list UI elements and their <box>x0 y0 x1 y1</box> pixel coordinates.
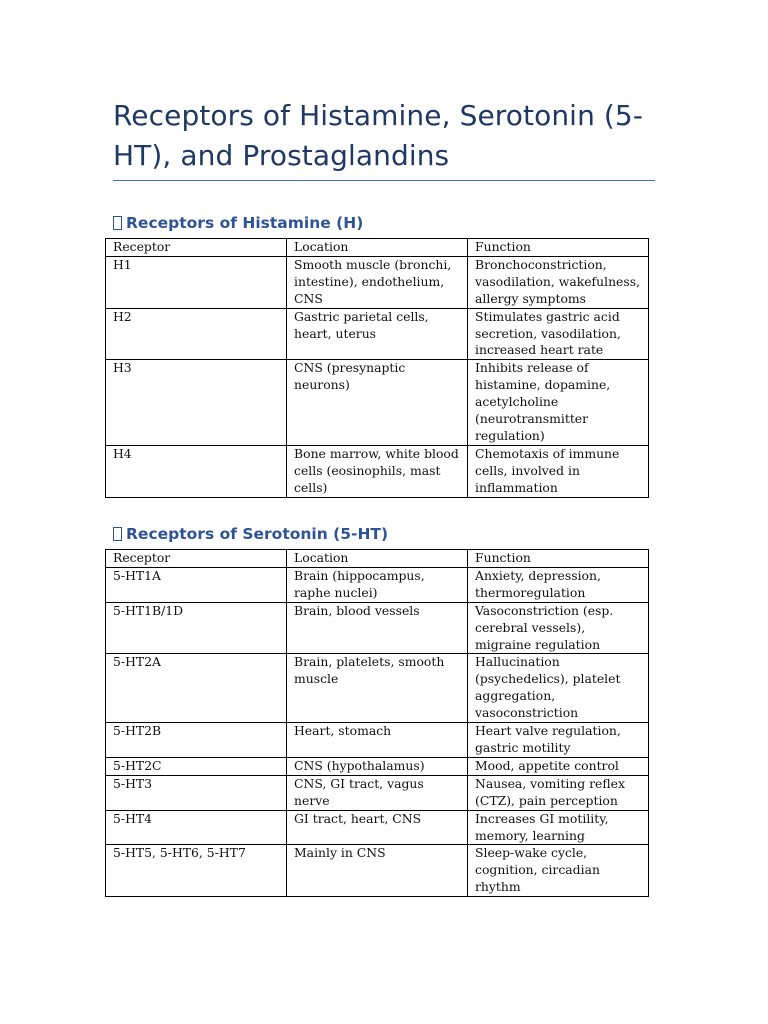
missing-glyph-icon <box>113 527 122 541</box>
table-row <box>106 845 649 897</box>
missing-glyph-icon <box>113 216 122 230</box>
function-cell: Stimulates gastric acid secretion, vasodilation, increased heart rate <box>468 308 649 360</box>
column-header-location: Location <box>287 239 468 257</box>
table-row <box>106 256 649 308</box>
function-cell: Hallucination (psychedelics), platelet aggregation, vasoconstriction <box>468 654 649 723</box>
receptor-cell: 5-HT1A <box>106 567 287 602</box>
function-cell: Chemotaxis of immune cells, involved in inflammation <box>468 445 649 497</box>
function-cell: Vasoconstriction (esp. cerebral vessels), migraine regulation <box>468 602 649 654</box>
location-cell: Brain, blood vessels <box>287 602 468 654</box>
table-row <box>106 757 649 775</box>
table-row <box>106 602 649 654</box>
receptor-cell: 5-HT3 <box>106 775 287 810</box>
column-header-receptor: Receptor <box>106 239 287 257</box>
title-divider <box>113 180 655 181</box>
function-cell: Bronchoconstriction, vasodilation, wakefulness, allergy symptoms <box>468 256 649 308</box>
receptor-cell: H3 <box>106 360 287 446</box>
location-cell: Brain, platelets, smooth muscle <box>287 654 468 723</box>
function-cell: Anxiety, depression, thermoregulation <box>468 567 649 602</box>
section-heading-serotonin <box>113 524 388 544</box>
section-heading-histamine <box>113 213 363 233</box>
table-row <box>106 654 649 723</box>
location-cell: Brain (hippocampus, raphe nuclei) <box>287 567 468 602</box>
table-header-row <box>106 550 649 568</box>
serotonin-receptors-table <box>105 549 649 897</box>
function-cell: Heart valve regulation, gastric motility <box>468 723 649 758</box>
location-cell: Heart, stomach <box>287 723 468 758</box>
function-cell: Nausea, vomiting reflex (CTZ), pain perception <box>468 775 649 810</box>
location-cell: Bone marrow, white blood cells (eosinophils, mast cells) <box>287 445 468 497</box>
receptor-cell: H1 <box>106 256 287 308</box>
location-cell: Smooth muscle (bronchi, intestine), endothelium, CNS <box>287 256 468 308</box>
table-row <box>106 308 649 360</box>
receptor-cell: H4 <box>106 445 287 497</box>
table-row <box>106 567 649 602</box>
table-row <box>106 775 649 810</box>
table-row <box>106 360 649 446</box>
column-header-receptor: Receptor <box>106 550 287 568</box>
receptor-cell: 5-HT5, 5-HT6, 5-HT7 <box>106 845 287 897</box>
receptor-cell: 5-HT1B/1D <box>106 602 287 654</box>
column-header-function: Function <box>468 550 649 568</box>
location-cell: CNS (presynaptic neurons) <box>287 360 468 446</box>
table-header-row <box>106 239 649 257</box>
table-row <box>106 810 649 845</box>
receptor-cell: H2 <box>106 308 287 360</box>
column-header-function: Function <box>468 239 649 257</box>
column-header-location: Location <box>287 550 468 568</box>
receptor-cell: 5-HT2B <box>106 723 287 758</box>
table-row <box>106 445 649 497</box>
location-cell: Mainly in CNS <box>287 845 468 897</box>
function-cell: Sleep-wake cycle, cognition, circadian rhythm <box>468 845 649 897</box>
receptor-cell: 5-HT2C <box>106 757 287 775</box>
location-cell: Gastric parietal cells, heart, uterus <box>287 308 468 360</box>
location-cell: CNS (hypothalamus) <box>287 757 468 775</box>
receptor-cell: 5-HT4 <box>106 810 287 845</box>
function-cell: Mood, appetite control <box>468 757 649 775</box>
function-cell: Inhibits release of histamine, dopamine, acetylcholine (neurotransmitter regulation) <box>468 360 649 446</box>
section-heading-text: Receptors of Histamine (H) <box>126 214 364 232</box>
table-row <box>106 723 649 758</box>
section-heading-text: Receptors of Serotonin (5-HT) <box>126 525 389 543</box>
document-title: Receptors of Histamine, Serotonin (5-HT), and Prostaglandins <box>113 99 644 172</box>
location-cell: GI tract, heart, CNS <box>287 810 468 845</box>
receptor-cell: 5-HT2A <box>106 654 287 723</box>
function-cell: Increases GI motility, memory, learning <box>468 810 649 845</box>
location-cell: CNS, GI tract, vagus nerve <box>287 775 468 810</box>
histamine-receptors-table <box>105 238 649 498</box>
